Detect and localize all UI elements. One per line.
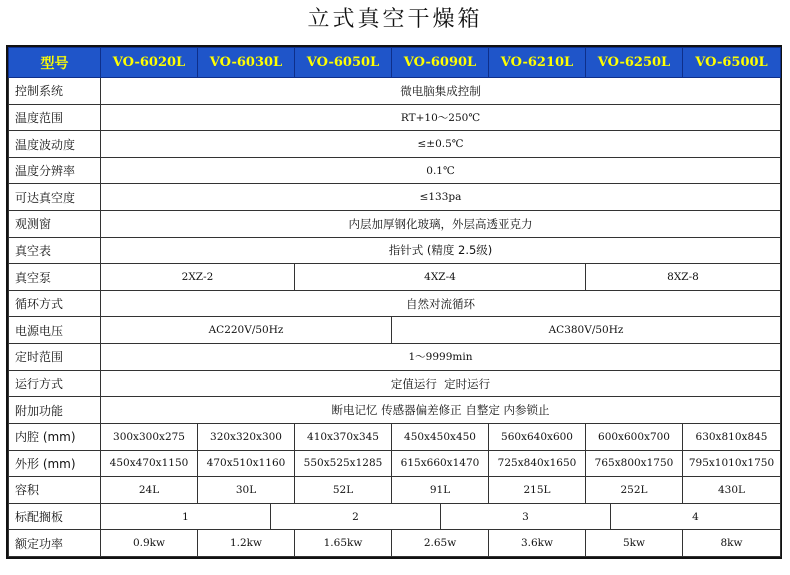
spec-value: 24L (101, 477, 198, 504)
row-label: 可达真空度 (9, 184, 101, 211)
row-label: 控制系统 (9, 78, 101, 105)
row-label: 外形 (mm) (9, 450, 101, 477)
table-row (9, 104, 781, 131)
spec-value: 自然对流循环 (101, 290, 781, 317)
model-name: VO-6020L (101, 48, 198, 78)
header-row (9, 48, 781, 78)
row-label: 循环方式 (9, 290, 101, 317)
spec-value: 指针式 (精度 2.5级) (101, 237, 781, 264)
spec-value: 1 (101, 504, 271, 530)
spec-value: 410x370x345 (295, 423, 392, 450)
spec-value: RT+10～250℃ (101, 104, 781, 131)
spec-table (8, 47, 781, 557)
spec-value: AC380V/50Hz (392, 317, 781, 344)
row-label: 内腔 (mm) (9, 423, 101, 450)
table-row (9, 157, 781, 184)
shelves-split (101, 504, 780, 530)
table-row (9, 237, 781, 264)
model-name: VO-6050L (295, 48, 392, 78)
table-row (9, 344, 781, 371)
row-label: 额定功率 (9, 530, 101, 557)
spec-value: 8kw (683, 530, 781, 557)
row-label: 容积 (9, 477, 101, 504)
spec-value: 560x640x600 (489, 423, 586, 450)
spec-value: 550x525x1285 (295, 450, 392, 477)
table-row (9, 423, 781, 450)
spec-value: 300x300x275 (101, 423, 198, 450)
row-label: 观测窗 (9, 211, 101, 238)
spec-value: 8XZ-8 (586, 264, 781, 291)
spec-table-frame (6, 45, 782, 559)
spec-value: 2XZ-2 (101, 264, 295, 291)
table-row (9, 78, 781, 105)
page-title: 立式真空干燥箱 (307, 7, 483, 32)
spec-value: 430L (683, 477, 781, 504)
row-label: 标配搁板 (9, 503, 101, 530)
table-row (9, 370, 781, 397)
spec-value: 470x510x1160 (198, 450, 295, 477)
table-row (9, 530, 781, 557)
model-name: VO-6090L (392, 48, 489, 78)
spec-value: 0.1℃ (101, 157, 781, 184)
spec-value: 630x810x845 (683, 423, 781, 450)
spec-value: 0.9kw (101, 530, 198, 557)
spec-value: 600x600x700 (586, 423, 683, 450)
row-label: 温度分辨率 (9, 157, 101, 184)
row-label: 电源电压 (9, 317, 101, 344)
model-name: VO-6030L (198, 48, 295, 78)
model-header-label: 型号 (9, 48, 101, 78)
table-row (9, 477, 781, 504)
table-row (9, 131, 781, 158)
table-row (9, 290, 781, 317)
row-label: 真空表 (9, 237, 101, 264)
model-name: VO-6210L (489, 48, 586, 78)
spec-value: 615x660x1470 (392, 450, 489, 477)
spec-value: 3 (441, 504, 611, 530)
spec-value: 215L (489, 477, 586, 504)
table-row (9, 264, 781, 291)
table-row (9, 503, 781, 530)
spec-value: 795x1010x1750 (683, 450, 781, 477)
table-row (9, 450, 781, 477)
spec-value: ≤133pa (101, 184, 781, 211)
row-label: 温度波动度 (9, 131, 101, 158)
spec-value: 5kw (586, 530, 683, 557)
spec-value: AC220V/50Hz (101, 317, 392, 344)
spec-value: 252L (586, 477, 683, 504)
spec-value: 320x320x300 (198, 423, 295, 450)
table-row (9, 184, 781, 211)
table-row (9, 211, 781, 238)
model-name: VO-6250L (586, 48, 683, 78)
row-label: 运行方式 (9, 370, 101, 397)
table-row (9, 397, 781, 424)
spec-value: 450x450x450 (392, 423, 489, 450)
spec-value: 1.65kw (295, 530, 392, 557)
spec-value: 断电记忆 传感器偏差修正 自整定 内参锁止 (101, 397, 781, 424)
spec-value: 1～9999min (101, 344, 781, 371)
spec-value: 定值运行 定时运行 (101, 370, 781, 397)
spec-value: 内层加厚钢化玻璃，外层高透亚克力 (101, 211, 781, 238)
spec-value: ≤±0.5℃ (101, 131, 781, 158)
spec-value: 91L (392, 477, 489, 504)
spec-value: 2.65w (392, 530, 489, 557)
spec-value: 3.6kw (489, 530, 586, 557)
row-label: 附加功能 (9, 397, 101, 424)
spec-value: 52L (295, 477, 392, 504)
spec-value: 2 (271, 504, 441, 530)
spec-value: 725x840x1650 (489, 450, 586, 477)
spec-value: 765x800x1750 (586, 450, 683, 477)
spec-value: 30L (198, 477, 295, 504)
shelves-cell (101, 503, 781, 530)
row-label: 温度范围 (9, 104, 101, 131)
spec-value: 微电脑集成控制 (101, 78, 781, 105)
spec-value: 4 (692, 510, 699, 523)
row-label: 真空泵 (9, 264, 101, 291)
row-label: 定时范围 (9, 344, 101, 371)
spec-value: 450x470x1150 (101, 450, 198, 477)
model-name: VO-6500L (683, 48, 781, 78)
spec-value: 1.2kw (198, 530, 295, 557)
table-row (9, 317, 781, 344)
spec-value: 4XZ-4 (295, 264, 586, 291)
